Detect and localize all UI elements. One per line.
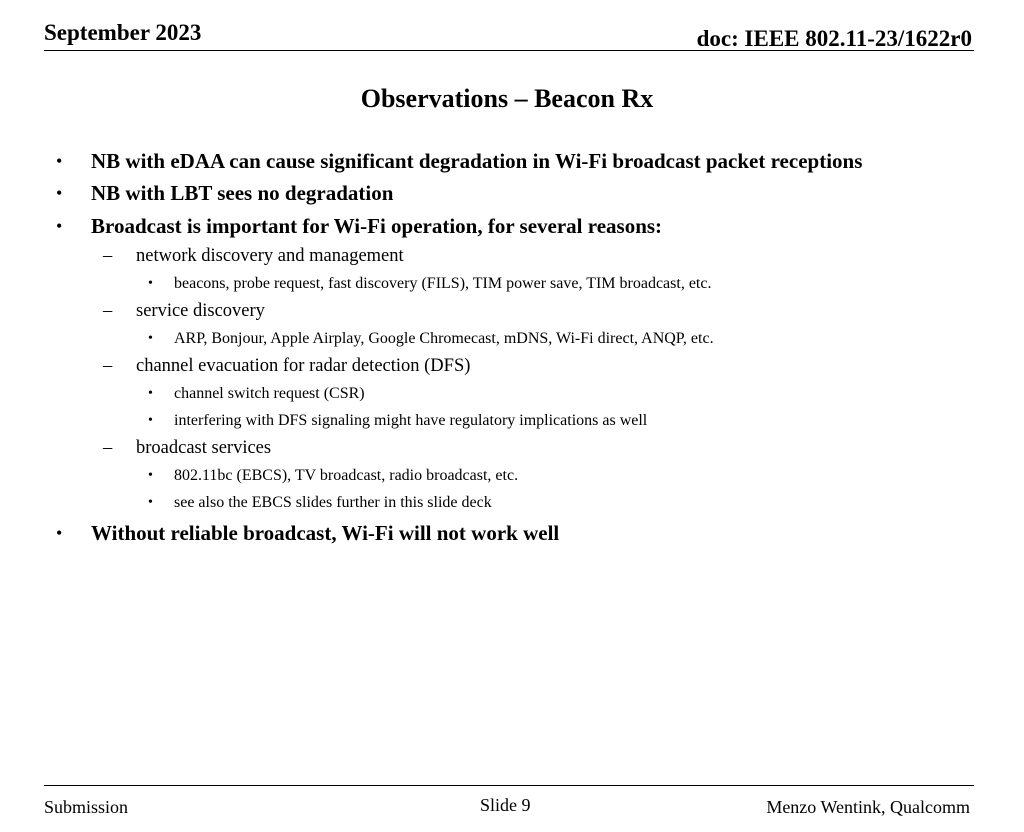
sub-sub-bullet-item: [148, 274, 711, 294]
bullet-mark: •: [148, 276, 153, 291]
sub-bullet-item: [103, 300, 265, 322]
sub-bullet-text: service discovery: [136, 301, 265, 321]
bullet-mark: •: [56, 216, 63, 236]
sub-bullet-text: channel evacuation for radar detection (DFS): [136, 356, 471, 376]
sub-sub-bullet-text: channel switch request (CSR): [174, 385, 365, 402]
bullet-item: [56, 521, 559, 545]
bullet-item: [56, 149, 862, 173]
sub-bullet-item: [103, 245, 404, 267]
bullet-text: NB with eDAA can cause significant degradation in Wi-Fi broadcast packet receptions: [91, 149, 863, 173]
footer-divider: [44, 785, 974, 786]
header-date: September 2023: [44, 20, 202, 45]
header-doc-id: doc: IEEE 802.11-23/1622r0: [696, 26, 972, 51]
sub-sub-bullet-item: [148, 466, 518, 486]
sub-bullet-item: [103, 437, 271, 459]
bullet-mark: •: [148, 495, 153, 510]
bullet-mark: •: [56, 523, 63, 543]
sub-sub-bullet-text: 802.11bc (EBCS), TV broadcast, radio broadcast, etc.: [174, 467, 519, 484]
sub-bullet-text: network discovery and management: [136, 246, 404, 266]
dash-mark: –: [103, 356, 113, 376]
bullet-mark: •: [148, 468, 153, 483]
sub-sub-bullet-text: see also the EBCS slides further in this slide deck: [174, 494, 492, 511]
dash-mark: –: [103, 301, 113, 321]
footer-author: Menzo Wentink, Qualcomm: [766, 797, 970, 817]
footer-submission: Submission: [44, 797, 129, 817]
bullet-mark: •: [56, 183, 63, 203]
header-divider: [44, 50, 974, 51]
sub-sub-bullet-item: [148, 329, 714, 349]
bullet-text: NB with LBT sees no degradation: [91, 181, 394, 205]
bullet-mark: •: [56, 151, 63, 171]
dash-mark: –: [103, 438, 113, 458]
slide-number: Slide 9: [480, 795, 531, 815]
bullet-item: [56, 181, 393, 205]
slide-title: Observations – Beacon Rx: [360, 84, 654, 113]
bullet-text: Without reliable broadcast, Wi-Fi will not work well: [91, 521, 560, 545]
sub-sub-bullet-text: beacons, probe request, fast discovery (FILS), TIM power save, TIM broadcast, etc.: [174, 275, 712, 292]
bullet-mark: •: [148, 413, 153, 428]
sub-sub-bullet-text: interfering with DFS signaling might have regulatory implications as well: [174, 412, 648, 429]
bullet-mark: •: [148, 386, 153, 401]
bullet-text: Broadcast is important for Wi-Fi operation, for several reasons:: [91, 214, 663, 238]
bullet-mark: •: [148, 331, 153, 346]
sub-bullet-item: [103, 355, 470, 377]
sub-sub-bullet-item: [148, 411, 647, 431]
sub-bullet-text: broadcast services: [136, 438, 272, 458]
sub-sub-bullet-text: ARP, Bonjour, Apple Airplay, Google Chromecast, mDNS, Wi-Fi direct, ANQP, etc.: [174, 330, 714, 347]
bullet-item: [56, 214, 662, 238]
sub-sub-bullet-item: [148, 493, 492, 513]
sub-sub-bullet-item: [148, 384, 365, 404]
dash-mark: –: [103, 246, 113, 266]
